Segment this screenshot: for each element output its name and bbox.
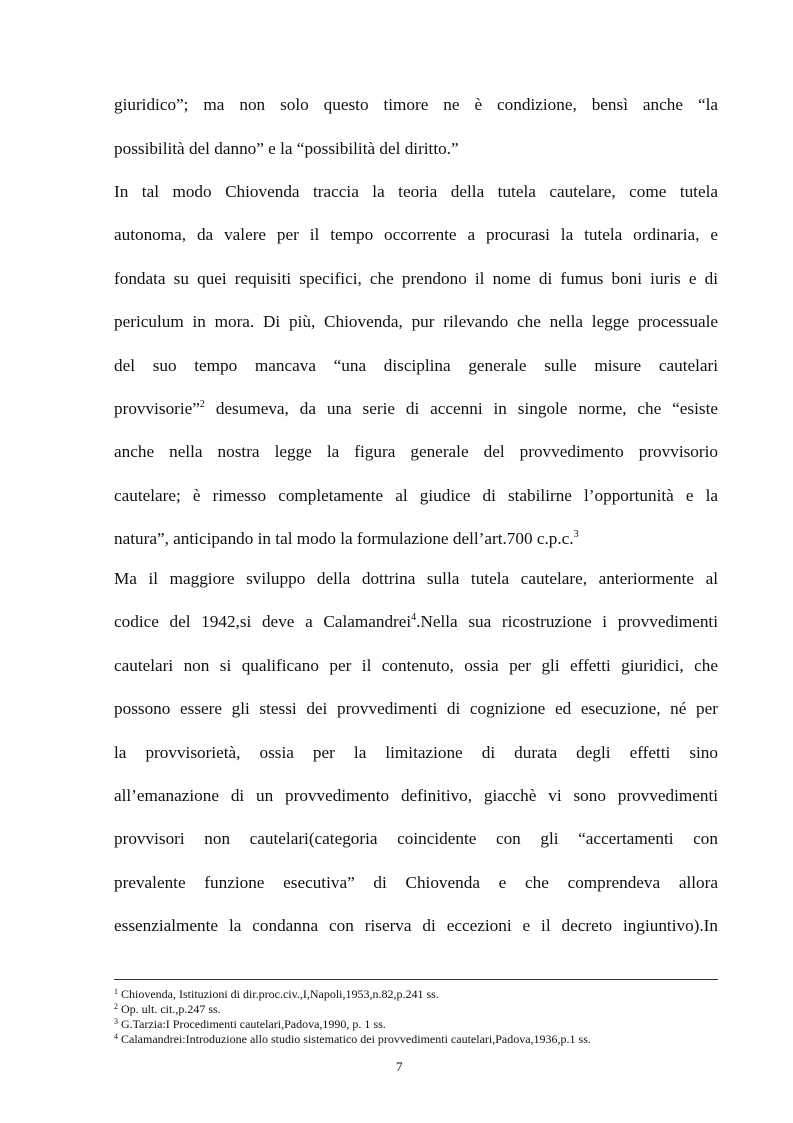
text-line: la provvisorietà, ossia per la limitazione di durata degli effetti sino xyxy=(114,743,718,762)
text-line: provvisorie”$^2$ desumeva, da una serie di accenni in singole norme, che “esiste xyxy=(114,399,718,418)
text-line: possono essere gli stessi dei provvedimenti di cognizione ed esecuzione, né per xyxy=(114,699,718,718)
page-number: 7 xyxy=(396,1059,403,1074)
footnote-ref: 3 xyxy=(573,529,579,540)
text-line: del suo tempo mancava “una disciplina generale sulle misure cautelari xyxy=(114,356,718,375)
text-line: cautelare; è rimesso completamente al giudice di stabilirne l’opportunità e la xyxy=(114,486,718,505)
text-line: all’emanazione di un provvedimento definitivo, giacchè vi sono provvedimenti xyxy=(114,786,718,805)
text-line: cautelari non si qualificano per il contenuto, ossia per gli effetti giuridici, che xyxy=(114,656,718,675)
footnote-ref: 2 xyxy=(199,399,205,410)
text-line: giuridico”; ma non solo questo timore ne è condizione, bensì anche “la xyxy=(114,95,718,114)
footnote-separator xyxy=(114,979,718,980)
text-line: natura”, anticipando in tal modo la formulazione dell’art.700 c.p.c.$^3$ xyxy=(114,529,579,548)
text-line: prevalente funzione esecutiva” di Chiovenda e che comprendeva allora xyxy=(114,873,718,892)
text-line: autonoma, da valere per il tempo occorrente a procurasi la tutela ordinaria, e xyxy=(114,225,718,244)
text-line: codice del 1942,si deve a Calamandrei$^4$.Nella sua ricostruzione i provvedimenti xyxy=(114,612,718,631)
text-line: anche nella nostra legge la figura generale del provvedimento provvisorio xyxy=(114,442,718,461)
footnote: $^3$ G.Tarzia:I Procedimenti cautelari,Padova,1990, p. 1 ss. xyxy=(114,1017,386,1031)
footnote: $^2$ Op. ult. cit.,p.247 ss. xyxy=(114,1002,221,1016)
footnote: $^1$ Chiovenda, Istituzioni di dir.proc.civ.,I,Napoli,1953,n.82,p.241 ss. xyxy=(114,987,439,1001)
text-line: fondata su quei requisiti specifici, che prendono il nome di fumus boni iuris e di xyxy=(114,269,718,288)
text-line: In tal modo Chiovenda traccia la teoria della tutela cautelare, come tutela xyxy=(114,182,718,201)
text-line: provvisori non cautelari(categoria coincidente con gli “accertamenti con xyxy=(114,829,718,848)
text-line: Ma il maggiore sviluppo della dottrina sulla tutela cautelare, anteriormente al xyxy=(114,569,718,588)
text-line: essenzialmente la condanna con riserva di eccezioni e il decreto ingiuntivo).In xyxy=(114,916,718,935)
footnote-ref: 4 xyxy=(411,612,417,623)
footnote: $^4$ Calamandrei:Introduzione allo studio sistematico dei provvedimenti cautelari,Padova,1936,p.1 ss. xyxy=(114,1032,591,1046)
text-line: possibilità del danno” e la “possibilità del diritto.” xyxy=(114,139,459,158)
text-line: periculum in mora. Di più, Chiovenda, pur rilevando che nella legge processuale xyxy=(114,312,718,331)
